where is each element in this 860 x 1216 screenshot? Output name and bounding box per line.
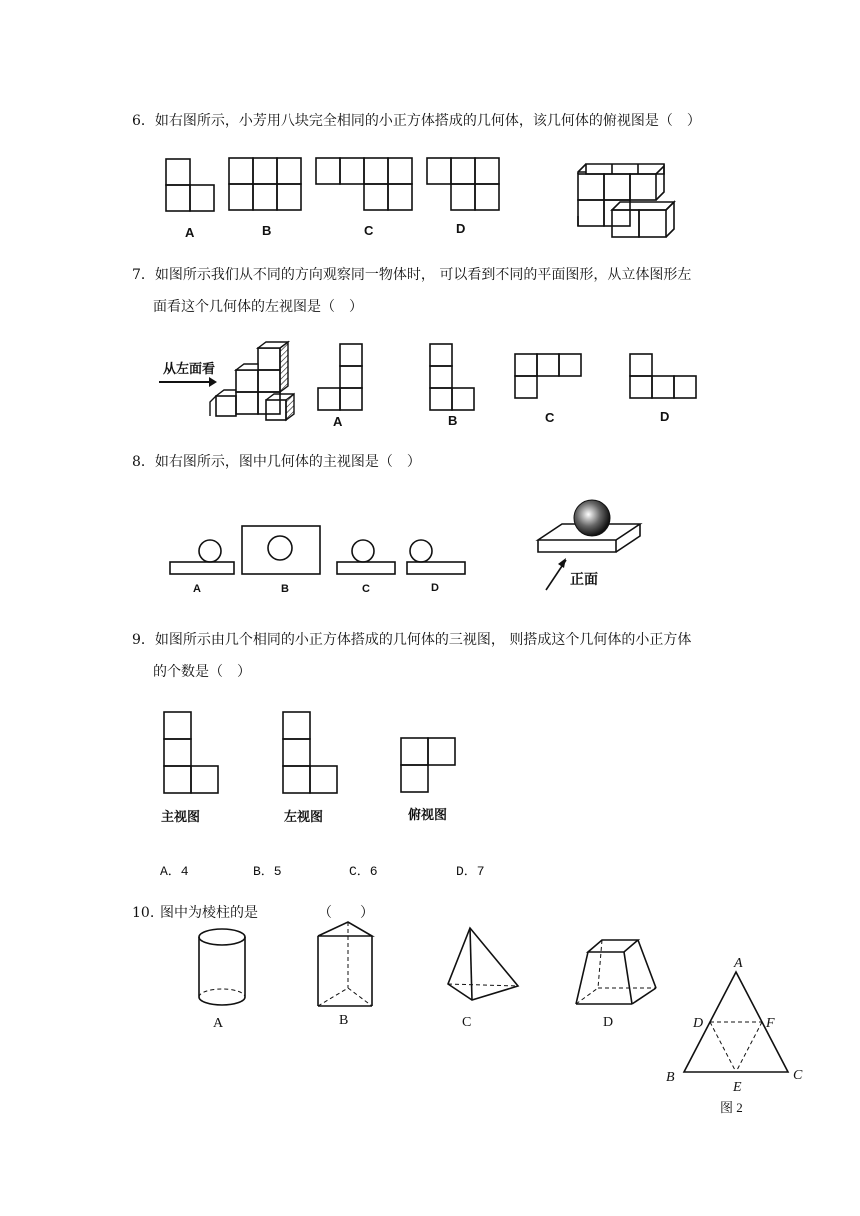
q7-arrow bbox=[157, 376, 217, 388]
q8-option-c-figure bbox=[335, 538, 399, 578]
q10-paren: （ ） bbox=[318, 905, 374, 921]
q10-number: 10. bbox=[132, 905, 155, 921]
q8-label-d: D bbox=[431, 582, 439, 594]
q8-label-b: B bbox=[281, 583, 289, 595]
q6-option-c-figure bbox=[313, 155, 417, 215]
q9-text-line1: 9．如图所示由几个相同的小正方体搭成的几何体的三视图， 则搭成这个几何体的小正方体 bbox=[132, 632, 692, 648]
figure-2-point-d: D bbox=[693, 1016, 704, 1031]
q9-option-b: B．5 bbox=[253, 864, 282, 879]
q10-cylinder-figure bbox=[196, 927, 250, 1013]
q7-option-a-figure bbox=[316, 340, 376, 412]
q7-arrow-label: 从左面看 bbox=[163, 361, 216, 376]
q10-text: 图中为棱柱的是 bbox=[160, 905, 258, 921]
q8-option-d-figure bbox=[405, 538, 469, 578]
q10-label-a: A bbox=[213, 1016, 224, 1031]
q10-pyramid-figure bbox=[446, 926, 520, 1010]
q7-text-line2: 面看这个几何体的左视图是（ ） bbox=[153, 299, 363, 315]
q6-solid-figure bbox=[574, 160, 684, 245]
q9-option-a: A．4 bbox=[160, 864, 189, 879]
q9-label-top-view: 俯视图 bbox=[408, 807, 448, 822]
q9-option-d: D．7 bbox=[456, 864, 485, 879]
q9-left-view-figure bbox=[281, 710, 343, 798]
q6-label-c: C bbox=[364, 223, 374, 238]
q6-option-a-figure bbox=[162, 155, 222, 215]
q7-label-c: C bbox=[545, 410, 555, 425]
q8-option-a-figure bbox=[168, 538, 238, 578]
figure-2-point-c: C bbox=[793, 1068, 803, 1083]
figure-2-point-f: F bbox=[766, 1016, 775, 1031]
q9-label-left-view: 左视图 bbox=[284, 809, 324, 824]
q10-label-d: D bbox=[603, 1015, 614, 1030]
figure-2-point-e: E bbox=[733, 1080, 742, 1095]
q7-label-b: B bbox=[448, 413, 458, 428]
q8-front-label: 正面 bbox=[570, 571, 598, 587]
q9-label-front-view: 主视图 bbox=[161, 809, 201, 824]
q9-text-line2: 的个数是（ ） bbox=[153, 664, 251, 680]
q8-text: 8．如右图所示，图中几何体的主视图是（ ） bbox=[132, 454, 421, 470]
q6-label-b: B bbox=[262, 223, 272, 238]
q9-top-view-figure bbox=[399, 736, 461, 798]
q7-text-line1: 7．如图所示我们从不同的方向观察同一物体时， 可以看到不同的平面图形，从立体图形左 bbox=[132, 267, 692, 283]
figure-2-point-a: A bbox=[734, 956, 743, 971]
q6-text: 6．如右图所示，小芳用八块完全相同的小正方体搭成的几何体，该几何体的俯视图是（ ） bbox=[132, 113, 701, 129]
q9-front-view-figure bbox=[162, 710, 224, 798]
q6-label-a: A bbox=[185, 225, 195, 240]
q6-option-b-figure bbox=[226, 155, 306, 215]
q8-label-a: A bbox=[193, 583, 201, 595]
figure-2-point-b: B bbox=[666, 1070, 675, 1085]
q8-option-b-figure bbox=[240, 524, 324, 576]
q10-frustum-figure bbox=[574, 938, 660, 1008]
q6-label-d: D bbox=[456, 221, 466, 236]
q7-option-c-figure bbox=[513, 350, 593, 406]
q7-label-d: D bbox=[660, 409, 670, 424]
q7-option-b-figure bbox=[428, 340, 488, 412]
q8-label-c: C bbox=[362, 583, 370, 595]
q10-label-b: B bbox=[339, 1013, 349, 1028]
figure-2-caption: 图 2 bbox=[720, 1100, 743, 1115]
q6-option-d-figure bbox=[424, 155, 504, 215]
q7-solid-figure bbox=[210, 342, 300, 422]
q7-option-d-figure bbox=[628, 350, 708, 406]
q10-label-c: C bbox=[462, 1015, 472, 1030]
q7-label-a: A bbox=[333, 414, 343, 429]
q10-triangular-prism-figure bbox=[316, 920, 378, 1012]
q9-option-c: C．6 bbox=[349, 864, 378, 879]
